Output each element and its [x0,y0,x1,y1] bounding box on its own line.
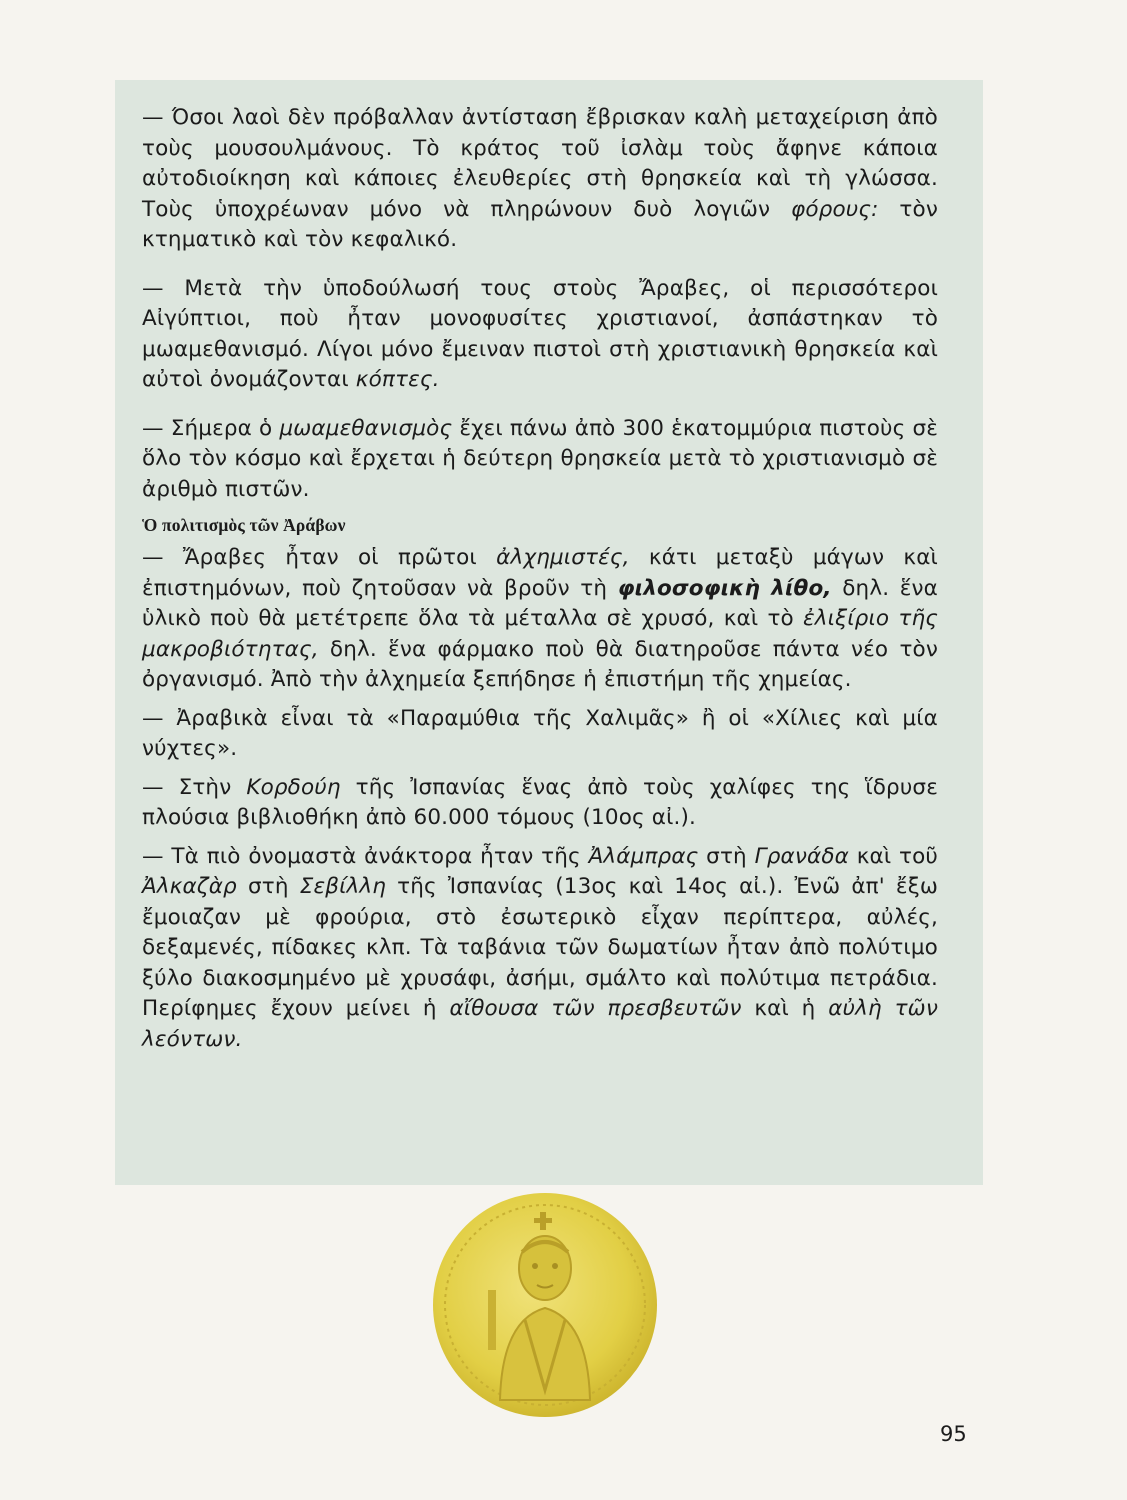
text-run: τῆς Ἰσπανίας ἕνας ἀπὸ τοὺς χαλίφες της ἵδρυσε πλούσια βιβλιοθήκη ἀπὸ 60.000 τόμους (10ος αἰ.). [142,774,938,830]
text-run: καὶ ἡ [741,996,829,1021]
text-run: — Ἀραβικὰ εἶναι τὰ «Παραμύθια τῆς Χαλιμᾶς» ἢ οἱ «Χίλιες καὶ μία νύχτες». [142,705,938,761]
emphasis-run: φόρους: [791,196,879,222]
emphasis-run: μωαμεθανισμὸς [279,415,453,441]
emphasis-run: Ἀλάμπρας [588,843,699,869]
emphasis-run: αἴθουσα τῶν πρεσβευτῶν [449,996,742,1021]
emphasis-run: αὐλὴ τῶν λεόντων. [142,996,938,1052]
text-run: — Σήμερα ὁ [142,415,280,441]
text-run: κάτι μεταξὺ μάγων καὶ ἐπιστημόνων, ποὺ ζητοῦσαν νὰ βροῦν τὴ [142,545,938,601]
gold-coin-image [430,1190,660,1420]
text-run: τῆς Ἰσπανίας (13ος καὶ 14ος αἰ.). Ἐνῶ ἀπ' ἔξω ἔμοιαζαν μὲ φρούρια, στὸ ἐσωτερικὸ εἶχαν περίπτερα, αὐλές, δεξαμενές, πίδακες κλπ. Τὰ ταβάνια τῶν δωματίων ἦταν ἀπὸ πολύτιμο ξύλο διακοσμημένο μὲ χρυσάφι, ἀσήμι, σμάλτο καὶ πολύτιμα πετράδια. Περίφημες ἔχουν μείνει ἡ [142,874,938,1021]
paragraph [142,704,938,765]
text-run: ἔχει πάνω ἀπὸ 300 ἑκατομμύρια πιστοὺς σὲ ὅλο τὸν κόσμο καὶ ἔρχεται ἡ δεύτερη θρησκεία μετὰ τὸ χριστιανισμὸ σὲ ἀριθμὸ πιστῶν. [142,415,938,502]
paragraph [142,103,938,256]
text-run: στὴ [236,874,300,899]
text-run: στὴ [698,843,755,869]
emphasis-run: ἐλιξίριο τῆς μακροβιότητας, [142,606,938,662]
paragraph [142,274,938,396]
body-text [142,103,938,1063]
paragraph [142,842,938,1056]
text-run: — Τὰ πιὸ ὀνομαστὰ ἀνάκτορα ἦταν τῆς [142,843,589,869]
text-run: δηλ. ἕνα ὑλικὸ ποὺ θὰ μετέτρεπε ὅλα τὰ μέταλλα σὲ χρυσό, καὶ τὸ [142,575,938,631]
emphasis-run: φιλοσοφικὴ λίθο, [617,575,832,601]
text-run: — Όσοι λαοὶ δὲν πρόβαλλαν ἀντίσταση ἔβρισκαν καλὴ μεταχείριση ἀπὸ τοὺς μουσουλμάνους. Τὸ κράτος τοῦ ἰσλὰμ τοὺς ἄφηνε κάποια αὐτοδιοίκηση καὶ κάποιες ἐλευθερίες στὴ θρησκεία καὶ τὴ γλώσσα. Τοὺς ὑποχρέωναν μόνο νὰ πληρώνουν δυὸ λογιῶν [142,105,938,222]
emphasis-run: Κορδούη [246,774,341,800]
emphasis-run: Σεβίλλη [299,874,387,899]
page-number: 95 [940,1422,967,1446]
emphasis-run: ἀλχημιστές, [496,545,630,570]
text-run: δηλ. ἕνα φάρμακο ποὺ θὰ διατηροῦσε πάντα νέο τὸν ὀργανισμό. Ἀπὸ τὴν ἀλχημεία ξεπήδησε ἡ ἐπιστήμη τῆς χημείας. [142,636,938,692]
emphasis-run: Ἀλκαζὰρ [142,874,237,899]
section-heading [142,513,938,537]
text-run: καὶ τοῦ [848,843,939,869]
emphasis-run: Γρανάδα [754,843,849,869]
paragraph [142,414,938,506]
text-run: — Στὴν [142,774,247,800]
paragraph [142,543,938,696]
text-run: Ὁ πολιτισμὸς τῶν Ἀράβων [142,515,346,535]
emphasis-run: κόπτες. [355,367,440,392]
paragraph [142,773,938,834]
text-run: — Ἄραβες ἦταν οἱ πρῶτοι [142,545,497,570]
text-run: τὸν κτηματικὸ καὶ τὸν κεφαλικό. [142,196,938,252]
text-run: — Μετὰ τὴν ὑποδούλωσή τους στοὺς Ἄραβες, οἱ περισσότεροι Αἰγύπτιοι, ποὺ ἦταν μονοφυσίτες χριστιανοί, ἀσπάστηκαν τὸ μωαμεθανισμό. Λίγοι μόνο ἔμειναν πιστοὶ στὴ χριστιανικὴ θρησκεία καὶ αὐτοὶ ὀνομάζονται [142,275,938,392]
